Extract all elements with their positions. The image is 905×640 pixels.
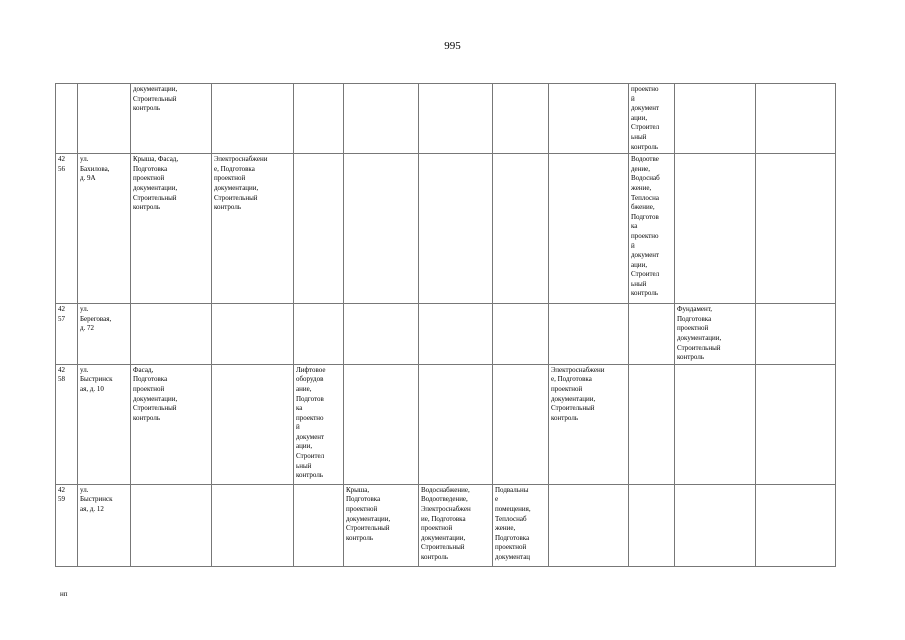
table-cell [294,84,344,154]
table-cell [344,154,419,304]
table-cell [344,364,419,484]
table-cell [756,84,836,154]
address-cell: ул. Быстринск ая, д. 10 [78,364,131,484]
table-cell: Лифтовое оборудов ание, Подготов ка проектно й документ ации, Строител ьный контроль [294,364,344,484]
table-cell: Водоснабжение, Водоотведение, Электроснабжен ие, Подготовка проектной документации, Строительный контроль [419,484,493,566]
table-cell: документации, Строительный контроль [131,84,212,154]
row-number-cell: 42 56 [56,154,78,304]
table-cell [212,304,294,365]
row-number-cell: 42 57 [56,304,78,365]
table-cell [549,84,629,154]
table-cell [419,154,493,304]
table-cell [419,84,493,154]
table-cell [549,304,629,365]
table-cell [131,304,212,365]
table-cell [549,154,629,304]
table-row [56,154,836,304]
table-cell: проектно й документ ации, Строител ьный контроль [629,84,675,154]
table-cell [629,484,675,566]
table-cell [344,304,419,365]
row-number-cell: 42 58 [56,364,78,484]
table-row [56,364,836,484]
table-cell [419,364,493,484]
table-cell [493,304,549,365]
table-cell [212,364,294,484]
address-cell [78,84,131,154]
table-cell: Крыша, Подготовка проектной документации, Строительный контроль [344,484,419,566]
footer-mark: нп [60,590,68,598]
table-cell: Электроснабжени е, Подготовка проектной документации, Строительный контроль [549,364,629,484]
table-cell [493,154,549,304]
row-number-cell [56,84,78,154]
table-cell [675,154,756,304]
table-cell [756,154,836,304]
table-cell: Подвальны е помещения, Теплоснаб жение, Подготовка проектной документац [493,484,549,566]
table-cell [294,304,344,365]
table-cell [756,364,836,484]
table-cell [756,304,836,365]
table-cell [212,484,294,566]
table-cell [493,364,549,484]
table-cell: Фасад, Подготовка проектной документации, Строительный контроль [131,364,212,484]
address-cell: ул. Береговая, д. 72 [78,304,131,365]
table-cell [294,154,344,304]
table-row [56,84,836,154]
row-number-cell: 42 59 [56,484,78,566]
table-cell [344,84,419,154]
table-cell [212,84,294,154]
table-row [56,484,836,566]
page-number: 995 [444,40,461,52]
table-cell [675,84,756,154]
table-cell: Водоотве дение, Водоснаб жение, Теплосна бжение, Подготов ка проектно й документ ации, Строител ьный контроль [629,154,675,304]
address-cell: ул. Бахилова, д. 9А [78,154,131,304]
table-cell [675,484,756,566]
table-cell [549,484,629,566]
table-cell [419,304,493,365]
table-cell: Электроснабжени е, Подготовка проектной документации, Строительный контроль [212,154,294,304]
table-cell [675,364,756,484]
table-cell [629,364,675,484]
table-cell [493,84,549,154]
table-cell: Фундамент, Подготовка проектной документации, Строительный контроль [675,304,756,365]
table-row [56,304,836,365]
address-cell: ул. Быстринск ая, д. 12 [78,484,131,566]
table-cell [629,304,675,365]
works-table [55,83,836,567]
table-cell [131,484,212,566]
table-cell [756,484,836,566]
table-cell: Крыша, Фасад, Подготовка проектной документации, Строительный контроль [131,154,212,304]
table-cell [294,484,344,566]
